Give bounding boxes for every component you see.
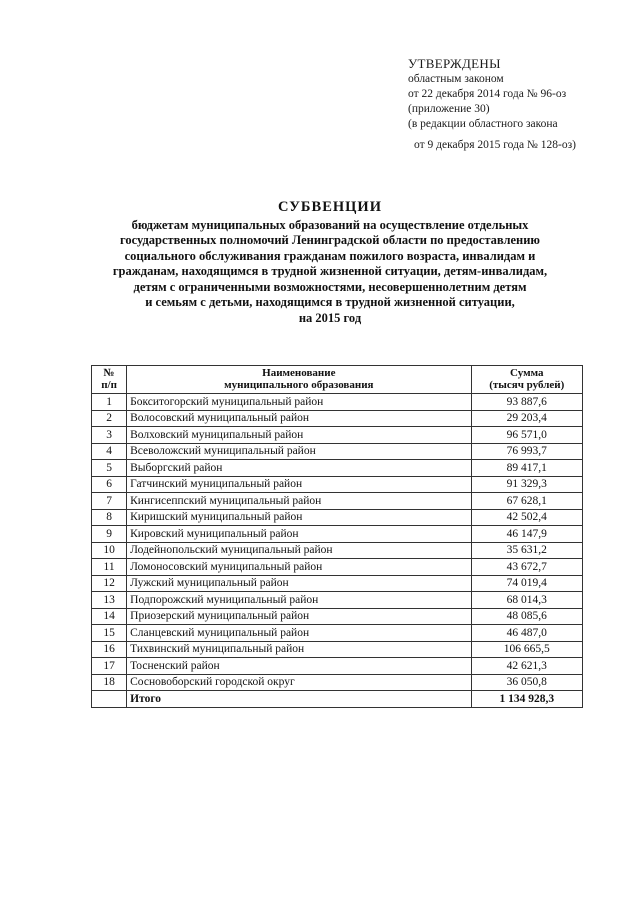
total-label: Итого: [127, 691, 471, 708]
row-name: Волховский муниципальный район: [127, 427, 471, 444]
table-row: [92, 526, 583, 543]
row-sum: 46 147,9: [471, 526, 582, 543]
table-row: [92, 394, 583, 411]
header-name-line2: муниципального образования: [224, 379, 374, 391]
table-row: [92, 443, 583, 460]
title-line: и семьям с детьми, находящимся в трудной жизненной ситуации,: [145, 295, 515, 309]
table-row: [92, 410, 583, 427]
table-row: [92, 460, 583, 477]
header-num: [92, 366, 127, 394]
table-row: [92, 427, 583, 444]
header-sum: [471, 366, 582, 394]
total-sum: 1 134 928,3: [471, 691, 582, 708]
row-num: 8: [92, 509, 127, 526]
row-sum: 76 993,7: [471, 443, 582, 460]
row-name: Волосовский муниципальный район: [127, 410, 471, 427]
row-name: Всеволожский муниципальный район: [127, 443, 471, 460]
row-num: 15: [92, 625, 127, 642]
row-name: Тосненский район: [127, 658, 471, 675]
table-row: [92, 608, 583, 625]
row-sum: 42 621,3: [471, 658, 582, 675]
table-row: [92, 658, 583, 675]
table-body: [92, 394, 583, 691]
row-name: Гатчинский муниципальный район: [127, 476, 471, 493]
row-num: 7: [92, 493, 127, 510]
row-name: Кингисеппский муниципальный район: [127, 493, 471, 510]
header-sum-line1: Сумма: [510, 367, 544, 379]
row-num: 12: [92, 575, 127, 592]
row-sum: 89 417,1: [471, 460, 582, 477]
table-row: [92, 625, 583, 642]
row-sum: 68 014,3: [471, 592, 582, 609]
header-sum-line2: (тысяч рублей): [489, 379, 565, 391]
row-sum: 48 085,6: [471, 608, 582, 625]
row-num: 18: [92, 674, 127, 691]
title-line: детям с ограниченными возможностями, несовершеннолетним детям: [133, 279, 527, 294]
row-num: 3: [92, 427, 127, 444]
row-sum: 43 672,7: [471, 559, 582, 576]
header-num-line2: п/п: [101, 379, 117, 391]
row-sum: 46 487,0: [471, 625, 582, 642]
row-name: Приозерский муниципальный район: [127, 608, 471, 625]
document-title: [90, 200, 570, 326]
row-name: Сосновоборский городской округ: [127, 674, 471, 691]
row-name: Лодейнопольский муниципальный район: [127, 542, 471, 559]
row-name: Выборгский район: [127, 460, 471, 477]
table-row: [92, 493, 583, 510]
row-num: 10: [92, 542, 127, 559]
header-name-line1: Наименование: [262, 367, 336, 379]
row-sum: 35 631,2: [471, 542, 582, 559]
row-num: 14: [92, 608, 127, 625]
title-line: на 2015 год: [298, 310, 362, 325]
row-num: 1: [92, 394, 127, 411]
approval-stamp: [408, 56, 634, 153]
grants-table: [91, 365, 583, 708]
table-header-row: [92, 366, 583, 394]
row-sum: 42 502,4: [471, 509, 582, 526]
table-row: [92, 674, 583, 691]
row-name: Подпорожский муниципальный район: [127, 592, 471, 609]
row-num: 13: [92, 592, 127, 609]
row-num: 9: [92, 526, 127, 543]
header-num-line1: №: [103, 367, 115, 379]
approval-line: областным законом: [408, 73, 504, 85]
table-total-row: [92, 691, 583, 708]
title-line: гражданам, находящимся в трудной жизненной ситуации, детям-инвалидам,: [112, 264, 548, 278]
title-line: государственных полномочий Ленинградской области по предоставлению: [120, 233, 540, 247]
row-sum: 96 571,0: [471, 427, 582, 444]
approval-heading: УТВЕРЖДЕНЫ: [408, 56, 501, 71]
row-name: Сланцевский муниципальный район: [127, 625, 471, 642]
row-num: 5: [92, 460, 127, 477]
row-sum: 67 628,1: [471, 493, 582, 510]
row-num: 4: [92, 443, 127, 460]
title-line: бюджетам муниципальных образований на осуществление отдельных: [131, 217, 529, 232]
row-sum: 74 019,4: [471, 575, 582, 592]
row-name: Лужский муниципальный район: [127, 575, 471, 592]
row-sum: 106 665,5: [471, 641, 582, 658]
table-row: [92, 575, 583, 592]
row-num: 11: [92, 559, 127, 576]
table-row: [92, 641, 583, 658]
row-name: Бокситогорский муниципальный район: [127, 394, 471, 411]
row-name: Тихвинский муниципальный район: [127, 641, 471, 658]
total-num-cell: [92, 691, 127, 708]
row-num: 6: [92, 476, 127, 493]
row-sum: 91 329,3: [471, 476, 582, 493]
title-main: СУБВЕНЦИИ: [278, 199, 382, 215]
title-line: социального обслуживания гражданам пожилого возраста, инвалидам и: [124, 248, 536, 263]
row-sum: 29 203,4: [471, 410, 582, 427]
table-row: [92, 559, 583, 576]
row-name: Кировский муниципальный район: [127, 526, 471, 543]
approval-line: от 22 декабря 2014 года № 96-оз: [408, 88, 567, 100]
row-num: 2: [92, 410, 127, 427]
table-row: [92, 542, 583, 559]
row-num: 17: [92, 658, 127, 675]
approval-line: от 9 декабря 2015 года № 128-оз): [414, 139, 576, 151]
row-sum: 93 887,6: [471, 394, 582, 411]
row-name: Ломоносовский муниципальный район: [127, 559, 471, 576]
row-sum: 36 050,8: [471, 674, 582, 691]
approval-line: (в редакции областного закона: [408, 118, 558, 130]
approval-line: (приложение 30): [408, 103, 490, 115]
table-row: [92, 476, 583, 493]
header-name: [127, 366, 471, 394]
table-row: [92, 509, 583, 526]
row-name: Киришский муниципальный район: [127, 509, 471, 526]
row-num: 16: [92, 641, 127, 658]
table-row: [92, 592, 583, 609]
